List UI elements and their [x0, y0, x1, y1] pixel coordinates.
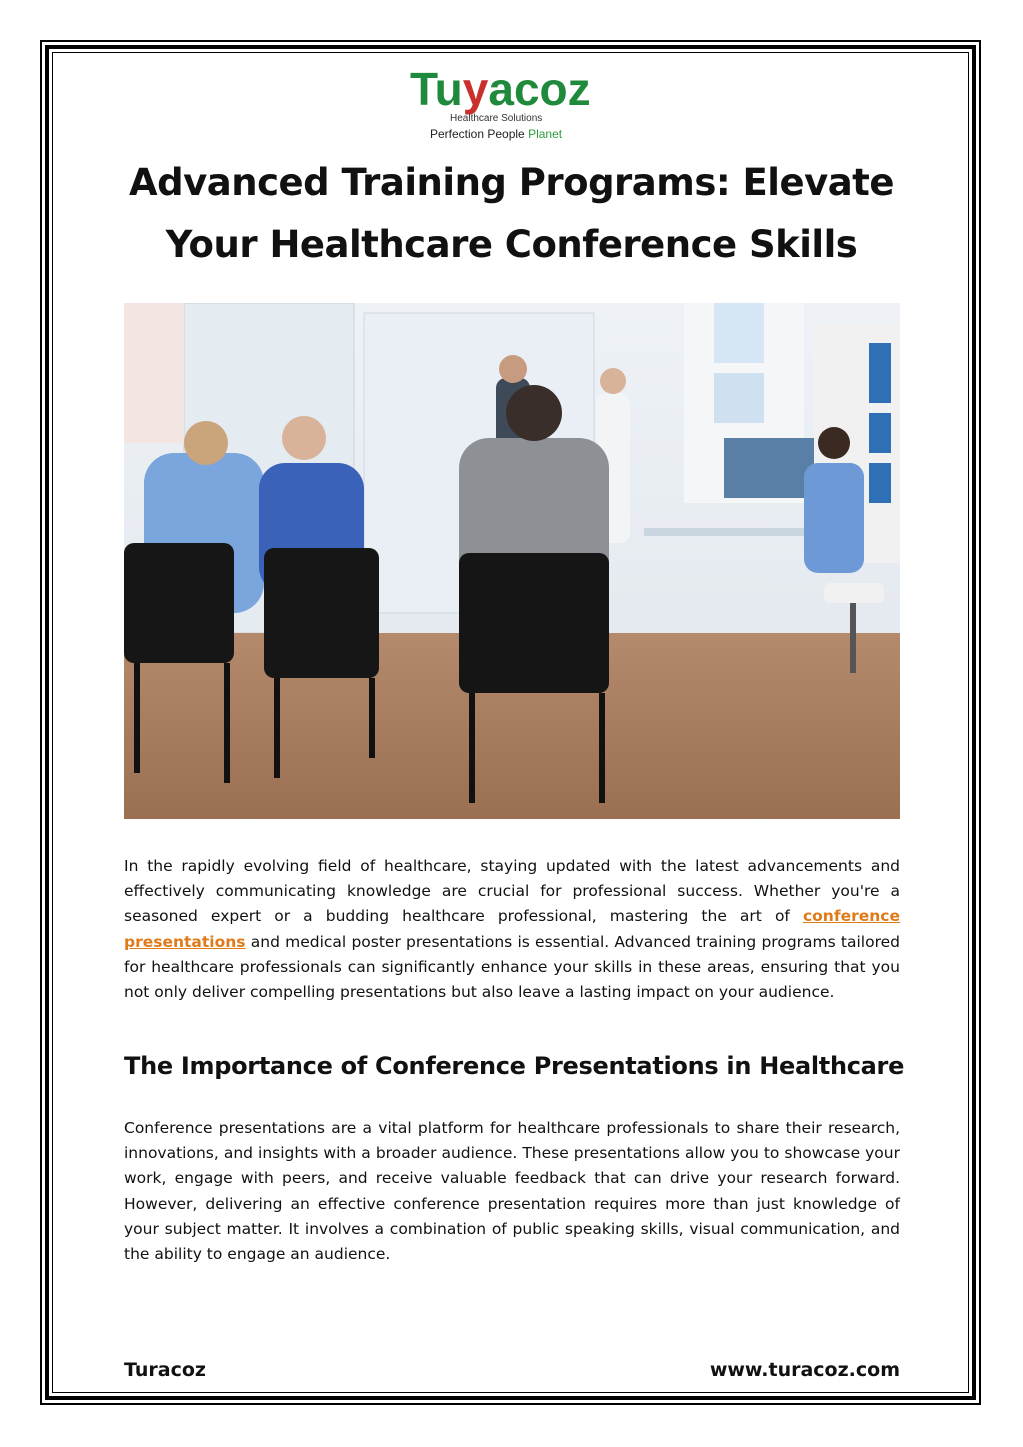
logo-tagline: Perfection People Planet [430, 127, 563, 141]
intro-paragraph: In the rapidly evolving field of healthcare, staying updated with the latest advancements and effectively communicating knowledge are crucial for professional success. Whether you're a seasoned expert or a budding healthcare professional, mastering the art of conference presentations and medical poster presentations is essential. Advanced training programs tailored for healthcare professionals can significantly enhance your skills in these areas, ensuring that you not only deliver compelling presentations but also leave a lasting impact on your audience. [124, 857, 900, 1002]
footer-website: www.turacoz.com [709, 1359, 900, 1381]
logo-subtitle: Healthcare Solutions [450, 113, 543, 124]
section-paragraph: Conference presentations are a vital platform for healthcare professionals to share their research, innovations, and insights with a broader audience. These presentations allow you to showcase your work, engage with peers, and receive valuable feedback that can drive your research forward. However, delivering an effective conference presentation requires more than just knowledge of your subject matter. It involves a combination of public speaking skills, visual communication, and the ability to engage an audience. [124, 1119, 900, 1264]
logo-wordmark: Tuyacoz [410, 63, 591, 115]
logo-bird-icon: y [462, 63, 489, 115]
page-title: Advanced Training Programs: Elevate Your Healthcare Conference Skills [129, 161, 894, 266]
photo-icon [124, 303, 900, 819]
conference-presentations-link[interactable]: conference presentations [124, 907, 900, 951]
footer-company: Turacoz [124, 1359, 206, 1381]
turacoz-logo [410, 64, 620, 150]
section-heading: The Importance of Conference Presentations in Healthcare [124, 1052, 905, 1080]
hero-photo [124, 303, 900, 819]
